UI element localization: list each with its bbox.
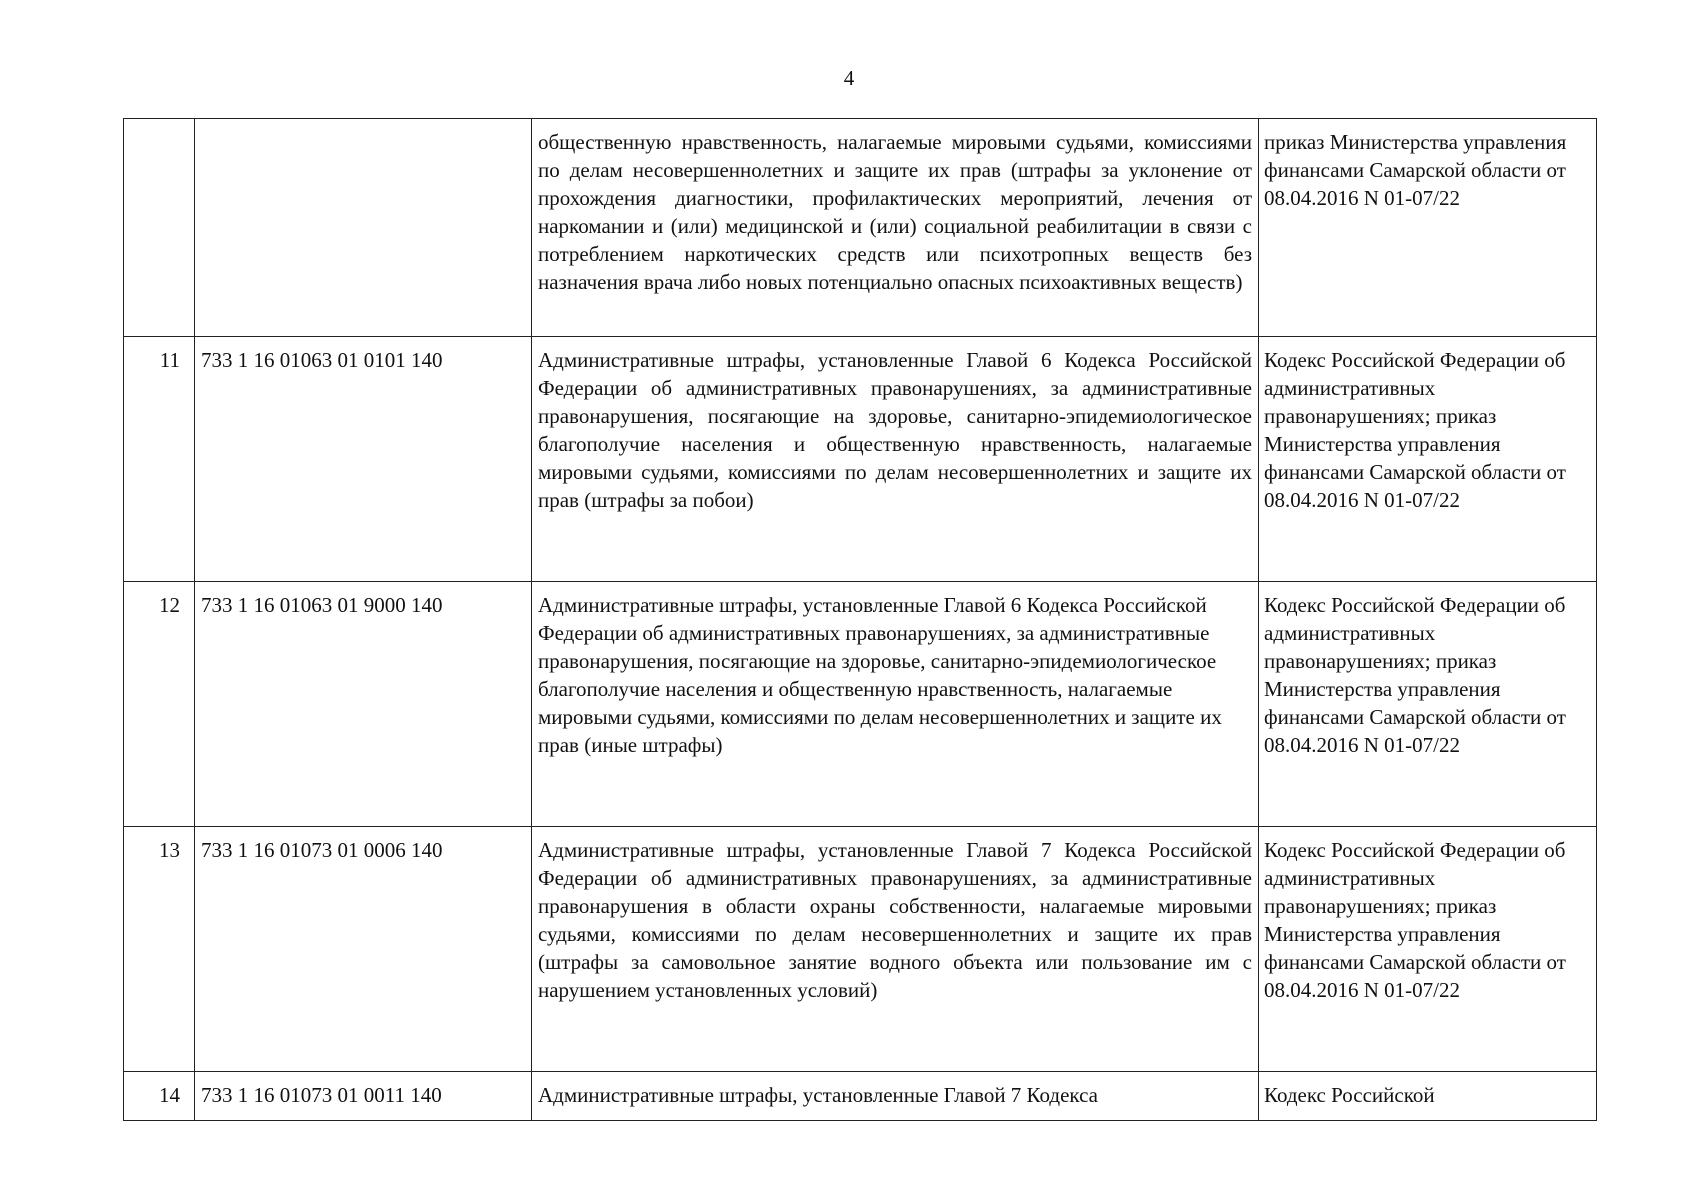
revenue-code-cell: 733 1 16 01073 01 0006 140 [195,827,532,1072]
revenue-code-cell: 733 1 16 01073 01 0011 140 [195,1072,532,1121]
page-number: 4 [843,66,855,90]
table-row [124,337,1597,582]
description-cell: Административные штрафы, установленные Главой 7 Кодекса Российской Федерации об административных правонарушениях, за административные правонарушения в области охраны собственности, налагаемые мировыми судьями, комиссиями по делам несовершеннолетних и защите их прав (штрафы за самовольное занятие водного объекта или пользование им с нарушением установленных условий) [532,827,1259,1072]
revenue-code-cell: 733 1 16 01063 01 9000 140 [195,582,532,827]
legal-basis-cell: Кодекс Российской [1259,1072,1597,1121]
table-row [124,827,1597,1072]
row-number-cell: 14 [124,1072,195,1121]
row-number-cell: 13 [124,827,195,1072]
table-row [124,1072,1597,1121]
description-cell: Административные штрафы, установленные Главой 6 Кодекса Российской Федерации об административных правонарушениях, за административные правонарушения, посягающие на здоровье, санитарно-эпидемиологическое благополучие населения и общественную нравственность, налагаемые мировыми судьями, комиссиями по делам несовершеннолетних и защите их прав (иные штрафы) [532,582,1259,827]
row-number-cell [124,119,195,337]
legal-basis-cell: приказ Министерства управления финансами Самарской области от 08.04.2016 N 01-07/22 [1259,119,1597,337]
description-cell: Административные штрафы, установленные Главой 7 Кодекса [532,1072,1259,1121]
table-row [124,582,1597,827]
revenue-code-cell [195,119,532,337]
description-cell: общественную нравственность, налагаемые мировыми судьями, комиссиями по делам несовершеннолетних и защите их прав (штрафы за уклонение от прохождения диагностики, профилактических мероприятий, лечения от наркомании и (или) медицинской и (или) социальной реабилитации в связи с потреблением наркотических средств или психотропных веществ без назначения врача либо новых потенциально опасных психоактивных веществ) [532,119,1259,337]
legal-basis-cell: Кодекс Российской Федерации об административных правонарушениях; приказ Министерства управления финансами Самарской области от 08.04.2016 N 01-07/22 [1259,582,1597,827]
legal-basis-cell: Кодекс Российской Федерации об административных правонарушениях; приказ Министерства управления финансами Самарской области от 08.04.2016 N 01-07/22 [1259,827,1597,1072]
description-cell: Административные штрафы, установленные Главой 6 Кодекса Российской Федерации об административных правонарушениях, за административные правонарушения, посягающие на здоровье, санитарно-эпидемиологическое благополучие населения и общественную нравственность, налагаемые мировыми судьями, комиссиями по делам несовершеннолетних и защите их прав (штрафы за побои) [532,337,1259,582]
table-row [124,119,1597,337]
row-number-cell: 12 [124,582,195,827]
revenue-codes-table [123,118,1597,1121]
revenue-code-cell: 733 1 16 01063 01 0101 140 [195,337,532,582]
row-number-cell: 11 [124,337,195,582]
legal-basis-cell: Кодекс Российской Федерации об административных правонарушениях; приказ Министерства управления финансами Самарской области от 08.04.2016 N 01-07/22 [1259,337,1597,582]
